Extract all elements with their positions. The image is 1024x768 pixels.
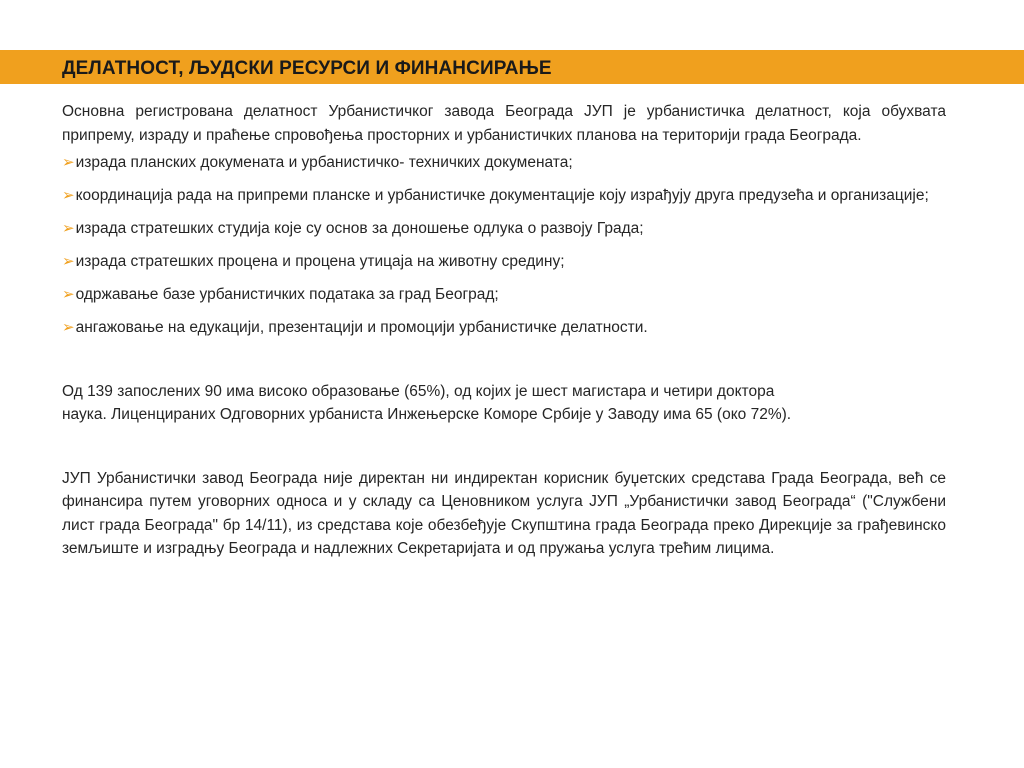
list-item	[62, 184, 946, 208]
activity-list	[62, 151, 946, 340]
intro-paragraph: Основна регистрована делатност Урбанистичког завода Београда ЈУП је урбанистичка делатност, која обухвата припрему, израду и праћење спровођења просторних и урбанистичких планова на територији града Београда.	[62, 103, 946, 144]
list-item-text: одржавање базе урбанистичких података за град Београд;	[75, 286, 499, 303]
list-item-text: ангажовање на едукацији, презентацији и промоцији урбанистичке делатности.	[75, 319, 648, 336]
list-item	[62, 217, 946, 241]
staff-line-1: Од 139 запослених 90 има високо образовање (65%), од којих је шест магистара и четири доктора	[62, 382, 775, 400]
list-item-text: израда планских докумената и урбанистичко- техничких докумената;	[75, 154, 573, 171]
list-item-text: израда стратешких студија које су основ за доношење одлука о развоју Града;	[75, 220, 644, 237]
list-item-text: координација рада на припреми планске и урбанистичке документације коју израђују друга предузећа и организације;	[75, 187, 929, 204]
staff-line-2: наука. Лиценцираних Одговорних урбаниста Инжењерске Коморе Србије у Заводу има 65 (око 72%).	[62, 406, 792, 423]
staff-paragraph	[62, 380, 946, 427]
arrow-bullet-icon: ➢	[62, 253, 75, 270]
arrow-bullet-icon: ➢	[62, 220, 75, 237]
arrow-bullet-icon: ➢	[62, 187, 75, 204]
financing-paragraph: ЈУП Урбанистички завод Београда није директан ни индиректан корисник буџетских средстава Града Београда, већ се финансира путем уговорних односа и у складу са Ценовником услуга ЈУП „Урбанистички завод Београда“ ("Службени лист града Београда" бр 14/11), из средстава које обезбеђује Скупштина града Београда преко Дирекције за грађевинско земљиште и изградњу Београда и надлежних Секретаријата и од пружања услуга трећим лицима.	[62, 469, 946, 557]
slide-body	[62, 100, 946, 561]
arrow-bullet-icon: ➢	[62, 319, 75, 336]
slide-title: ДЕЛАТНОСТ, ЉУДСКИ РЕСУРСИ И ФИНАНСИРАЊЕ	[62, 58, 552, 79]
arrow-bullet-icon: ➢	[62, 286, 75, 303]
list-item	[62, 283, 946, 307]
list-item	[62, 250, 946, 274]
list-item-text: израда стратешких процена и процена утицаја на животну средину;	[75, 253, 565, 270]
list-item	[62, 316, 946, 340]
list-item	[62, 151, 946, 175]
arrow-bullet-icon: ➢	[62, 154, 75, 171]
